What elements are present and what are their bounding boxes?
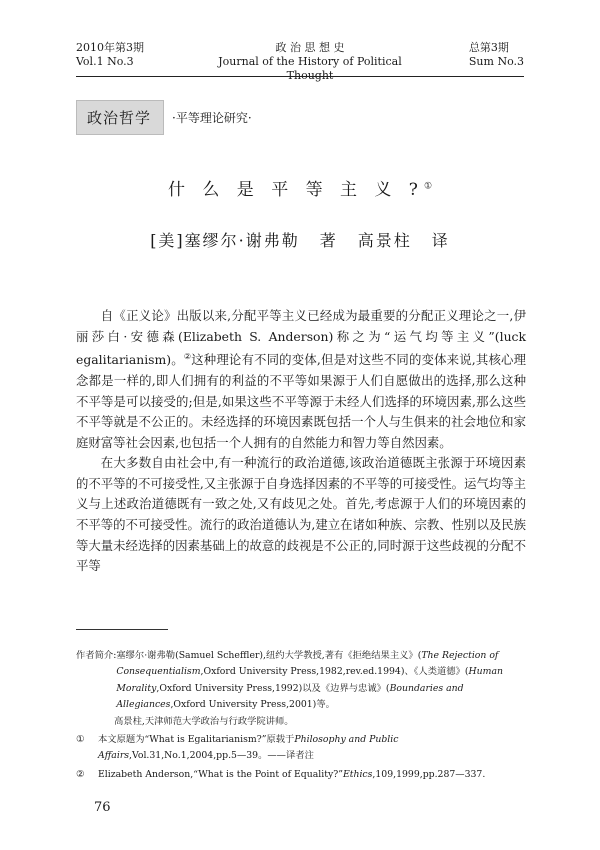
section-label: 政治哲学 (76, 100, 164, 135)
title-footnote-mark: ① (423, 181, 433, 192)
bio-text-a: 塞缪尔·谢弗勒(Samuel Scheffler),纽约大学教授,著有《拒绝结果主义》( (116, 650, 422, 661)
footnote-2-mark: ② (76, 768, 85, 780)
author-role: 著 (319, 231, 338, 250)
fn2-text-a: Elizabeth Anderson,“What is the Point of Equality?” (98, 768, 343, 780)
section-subtitle: ·平等理论研究· (172, 111, 252, 125)
author-bio (76, 648, 526, 714)
bio-book-3: Boundaries and Allegiances (116, 682, 464, 711)
author-bio-text (116, 648, 526, 714)
header-issue-cn: 2010年第3期 (76, 41, 144, 54)
translator-name: 高景柱 (357, 231, 412, 250)
body-paragraph-1 (76, 306, 526, 453)
article-title (0, 175, 600, 200)
footnote-2 (76, 767, 526, 783)
translator-bio: 高景柱,天津师范大学政治与行政学院讲师。 (114, 715, 294, 727)
fn2-text-b: ,109,1999,pp.287—337. (372, 768, 486, 780)
author-name: [美]塞缪尔·谢弗勒 (150, 231, 300, 250)
header-journal-cn: 政 治 思 想 史 (275, 41, 345, 54)
article-body (76, 306, 526, 577)
fn1-text-b: ,Vol.31,No.1,2004,pp.5—39。——译者注 (129, 750, 314, 762)
footnote-ref-2: ② (183, 352, 192, 362)
header-sum-en: Sum No.3 (468, 55, 524, 68)
section-heading (76, 100, 252, 135)
author-bio-label: 作者简介: (76, 650, 117, 661)
footnote-1 (76, 732, 526, 765)
fn2-journal: Ethics (342, 768, 373, 780)
header-sum (469, 41, 524, 69)
article-title-text: 什 么 是 平 等 主 义 ? (167, 180, 424, 200)
bio-book-2: Human Morality (116, 666, 503, 694)
footnote-1-mark: ① (76, 734, 85, 746)
fn1-text-a: 本文原题为“What is Egalitarianism?”原载于 (98, 734, 295, 746)
p1-part-a: 自《正义论》出版以来,分配平等主义已经成为最重要的分配正义理论之一,伊丽莎白·安德森(Elizabeth S. Anderson)称之为“运气均等主义”(luck egalitarianism)。 (76, 308, 526, 368)
footnotes (76, 648, 526, 783)
p1-part-b: 这种理论有不同的变体,但是对这些不同的变体来说,其核心理念都是一样的,即人们拥有的利益的不平等如果源于人们自愿做出的选择,那么这种不平等是可以接受的;但是,如果这些不平等源于未经人们选择的环境因素,那么这些不平等就是不公正的。未经选择的环境因素既包括一个人与生俱来的社会地位和家庭财富等社会因素,也包括一个人拥有的自然能力和智力等自然因素。 (76, 352, 527, 450)
header-journal-en: Journal of the History of Political Thought (218, 55, 402, 82)
bio-text-c: ,Oxford University Press,1992)以及《边界与忠诚》( (156, 682, 390, 694)
header-issue-en: Vol.1 No.3 (76, 55, 134, 68)
page-number: 76 (94, 800, 111, 815)
footnote-1-text (98, 732, 526, 765)
fn1-journal: Philosophy and Public Affairs (98, 734, 399, 762)
footnote-rule (76, 629, 168, 630)
bio-book-1: The Rejection of Consequentialism (116, 650, 499, 678)
article-byline (0, 228, 600, 251)
footnote-2-text (98, 767, 526, 783)
header-issue (76, 41, 144, 69)
header-sum-cn: 总第3期 (468, 41, 509, 54)
body-paragraph-2: 在大多数自由社会中,有一种流行的政治道德,该政治道德既主张源于环境因素的不平等的不可接受性,又主张源于自身选择因素的不平等的可接受性。运气均等主义与上述政治道德既有一致之处,又有歧见之处。首先,考虑源于人们的环境因素的不平等的不可接受性。流行的政治道德认为,建立在诸如种族、宗教、性别以及民族等大量未经选择的因素基础上的故意的歧视是不公正的,同时源于这些歧视的分配不平等 (76, 455, 527, 574)
translator-role: 译 (431, 231, 450, 250)
bio-text-d: ,Oxford University Press,2001)等。 (170, 699, 335, 711)
bio-text-b: ,Oxford University Press,1982,rev.ed.1994)、《人类道德》( (200, 666, 469, 678)
header-rule (76, 76, 524, 77)
